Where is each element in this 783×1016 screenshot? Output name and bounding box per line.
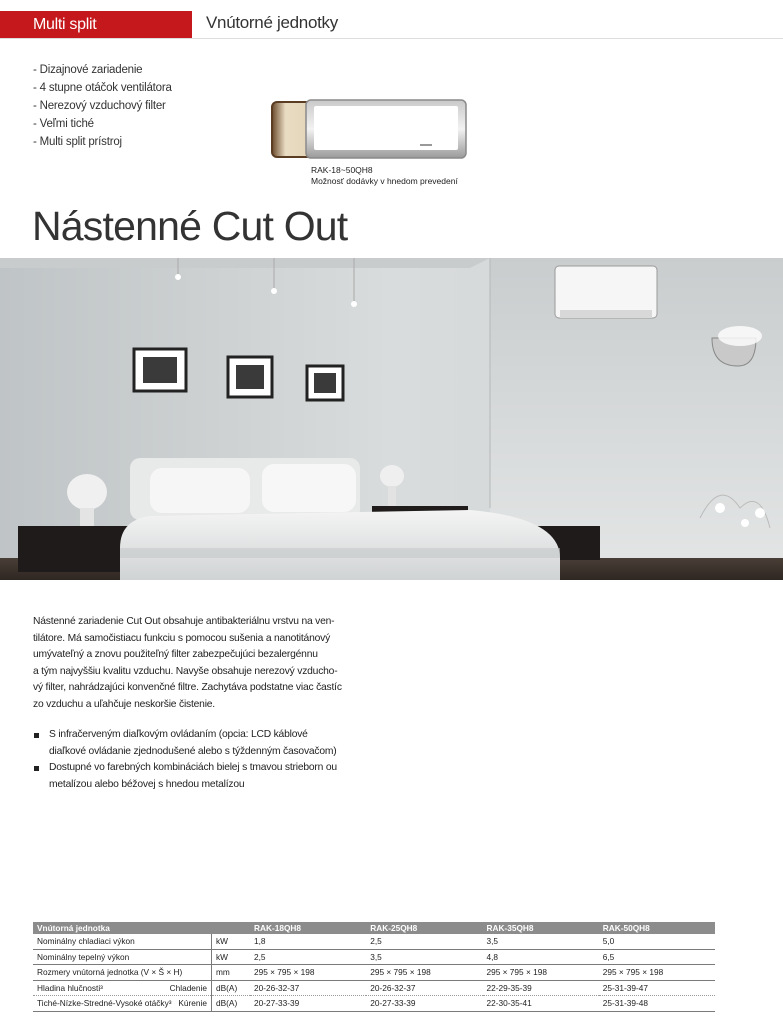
table-row (33, 949, 715, 965)
table-cell: 295 × 795 × 198 (366, 965, 482, 981)
table-cell: 20-27-33-39 (250, 996, 366, 1012)
table-row (33, 996, 715, 1012)
table-cell: 20-26-32-37 (250, 980, 366, 996)
table-cell: 3,5 (483, 934, 599, 949)
bullet-line: metalízou alebo béžovej s hnedou metalízou (49, 778, 245, 790)
table-cell: 25-31-39-47 (599, 980, 715, 996)
table-cell: 3,5 (366, 949, 482, 965)
feature-list (33, 61, 172, 151)
bullet-line: diaľkové ovládanie zjednodušené alebo s týždenným časovačom) (49, 745, 337, 757)
table-cell: 1,8 (250, 934, 366, 949)
bullet-item (33, 727, 373, 760)
row-label: Tiché-Nízke-Stredné-Vysoké otáčky³ Kúrenie (33, 996, 212, 1012)
table-cell: 295 × 795 × 198 (250, 965, 366, 981)
bedroom-photo (0, 258, 783, 580)
table-cell: 25-31-39-48 (599, 996, 715, 1012)
product-image (270, 96, 470, 161)
bullet-square-icon (34, 766, 39, 771)
row-unit: kW (212, 949, 251, 965)
model-header: RAK-18QH8 (250, 922, 366, 934)
specs-table (33, 922, 715, 1012)
section-title: Vnútorné jednotky (206, 13, 338, 32)
row-label: Nominálny chladiaci výkon (33, 934, 212, 949)
row-label: Nominálny tepelný výkon (33, 949, 212, 965)
feature-item: - 4 stupne otáčok ventilátora (33, 82, 172, 94)
bullet-line: S infračerveným diaľkovým ovládaním (opcia: LCD káblové (49, 729, 308, 740)
header-divider (0, 38, 783, 39)
brown-option-note: Možnosť dodávky v hnedom prevedení (311, 176, 458, 186)
table-row (33, 934, 715, 949)
row-unit: dB(A) (212, 996, 251, 1012)
row-label: Rozmery vnútorná jednotka (V × Š × H) (33, 965, 212, 981)
table-cell: 22-30-35-41 (483, 996, 599, 1012)
table-cell: 2,5 (250, 949, 366, 965)
model-header: RAK-35QH8 (483, 922, 599, 934)
table-row (33, 965, 715, 981)
table-cell: 6,5 (599, 949, 715, 965)
feature-item: - Nerezový vzduchový filter (33, 100, 166, 112)
table-row (33, 980, 715, 996)
model-header: RAK-50QH8 (599, 922, 715, 934)
row-label: Hladina hlučnosti³ Chladenie (33, 980, 212, 996)
specs-header-row (33, 922, 715, 934)
description-line: tilátore. Má samočistiacu funkciu s pomocou sušenia a nanotitánový (33, 632, 331, 644)
description (33, 614, 363, 713)
bullet-square-icon (34, 733, 39, 738)
category-tag: Multi split (0, 11, 192, 38)
model-header: RAK-25QH8 (366, 922, 482, 934)
description-line: Nástenné zariadenie Cut Out obsahuje antibakteriálnu vrstvu na ven- (33, 616, 335, 627)
row-unit: dB(A) (212, 980, 251, 996)
product-title: Nástenné Cut Out (32, 203, 348, 249)
table-cell: 20-27-33-39 (366, 996, 482, 1012)
feature-item: - Veľmi tiché (33, 118, 94, 130)
description-line: vý filter, nahrádzajúci konvenčné filtre. Zachytáva podstatne viac častíc (33, 682, 342, 693)
table-cell: 2,5 (366, 934, 482, 949)
description-line: umývateľný a znovu použiteľný filter zabezpečujúci bezalergénnu (33, 649, 318, 660)
table-cell: 4,8 (483, 949, 599, 965)
row-unit: kW (212, 934, 251, 949)
specs-header-label: Vnútorná jednotka (33, 922, 250, 934)
row-unit: mm (212, 965, 251, 981)
table-cell: 295 × 795 × 198 (483, 965, 599, 981)
feature-item: - Dizajnové zariadenie (33, 64, 143, 76)
product-caption (311, 165, 458, 187)
table-cell: 5,0 (599, 934, 715, 949)
bullet-list (33, 727, 373, 793)
description-line: zo vzduchu a uľahčuje neskoršie čistenie. (33, 698, 215, 710)
description-line: a tým najvyššiu kvalitu vzduchu. Navyše obsahuje nerezový vzducho- (33, 665, 338, 677)
bullet-item (33, 760, 373, 793)
feature-item: - Multi split prístroj (33, 136, 122, 148)
table-cell: 22-29-35-39 (483, 980, 599, 996)
table-cell: 295 × 795 × 198 (599, 965, 715, 981)
model-range: RAK-18~50QH8 (311, 165, 373, 175)
table-cell: 20-26-32-37 (366, 980, 482, 996)
bullet-line: Dostupné vo farebných kombináciách bielej s tmavou strieborn ou (49, 762, 337, 773)
